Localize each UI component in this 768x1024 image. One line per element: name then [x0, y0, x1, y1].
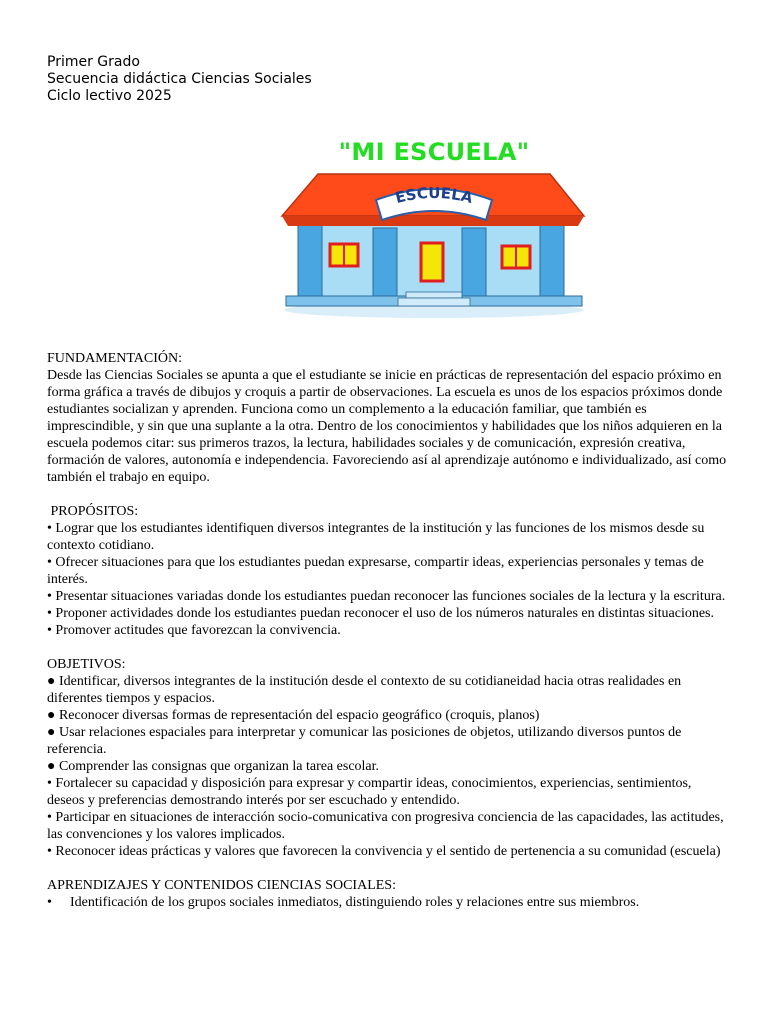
sequence-label: Secuencia didáctica Ciencias Sociales — [47, 71, 312, 87]
objetivo-item: ● Usar relaciones espaciales para interpretar y comunicar las posiciones de objetos, utilizando diversos puntos de referencia. — [47, 725, 682, 757]
objetivo-item: • Reconocer ideas prácticas y valores que favorecen la convivencia y el sentido de pertenencia a su comunidad (escuela) — [47, 844, 721, 859]
aprendizajes-heading: APRENDIZAJES Y CONTENIDOS CIENCIAS SOCIALES: — [47, 878, 396, 893]
proposito-item: • Proponer actividades donde los estudiantes puedan reconocer el uso de los números naturales en distintas situaciones. — [47, 606, 715, 621]
proposito-item: • Lograr que los estudiantes identifiquen diversos integrantes de la institución y las funciones de los mismos desde su contexto cotidiano. — [47, 521, 705, 553]
aprendizaje-item — [47, 894, 727, 911]
objetivos-heading: OBJETIVOS: — [47, 657, 126, 672]
proposito-item: • Presentar situaciones variadas donde los estudiantes puedan reconocer las funciones sociales de la lectura y la escritura. — [47, 589, 726, 604]
objetivo-item: • Participar en situaciones de interacción socio-comunicativa con progresiva conciencia de las capacidades, las actitudes, las convenciones y los valores implicados. — [47, 810, 724, 842]
school-sign-text: ESCUELA — [393, 183, 475, 208]
document-body — [47, 350, 727, 911]
school-illustration — [278, 168, 590, 318]
document-header — [47, 54, 312, 105]
propositos-heading: PROPÓSITOS: — [47, 504, 139, 519]
objetivos-section — [47, 656, 727, 860]
aprendizaje-text: Identificación de los grupos sociales inmediatos, distinguiendo roles y relaciones entre sus miembros. — [70, 895, 640, 910]
objetivo-item: ● Reconocer diversas formas de representación del espacio geográfico (croquis, planos) — [47, 708, 540, 723]
school-year-label: Ciclo lectivo 2025 — [47, 88, 172, 104]
proposito-item: • Promover actitudes que favorezcan la convivencia. — [47, 623, 341, 638]
fundamentacion-section — [47, 350, 727, 486]
proposito-item: • Ofrecer situaciones para que los estudiantes puedan expresarse, compartir ideas, experiencias personales y temas de interés. — [47, 555, 704, 587]
fundamentacion-text: Desde las Ciencias Sociales se apunta a que el estudiante se inicie en prácticas de representación del espacio próximo en forma gráfica a través de dibujos y croquis a partir de observaciones. La escuela es unos de los espacios próximos donde estudiantes socializan y aprenden. Funciona como un complemento a la educación familiar, que también es imprescindible, y sin que una suplante a la otra. Dentro de los conocimientos y habilidades que los niños adquieren en la escuela podemos citar: sus primeros trazos, la lectura, habilidades sociales y de comunicación, expresión creativa, formación de valores, autonomía e independencia. Favoreciendo así al aprendizaje autónomo e individualizado, así como también el trabajo en equipo. — [47, 368, 727, 485]
fundamentacion-heading: FUNDAMENTACIÓN: — [47, 351, 182, 366]
objetivo-item: • Fortalecer su capacidad y disposición para expresar y compartir ideas, conocimientos, experiencias, sentimientos, deseos y preferencias demostrando interés por ser escuchado y entendido. — [47, 776, 692, 808]
objetivo-item: ● Identificar, diversos integrantes de la institución desde el contexto de su cotidianeidad hacia otras realidades en diferentes tiempos y espacios. — [47, 674, 682, 706]
document-title: "MI ESCUELA" — [338, 138, 530, 166]
aprendizajes-section — [47, 877, 727, 911]
grade-label: Primer Grado — [47, 54, 140, 70]
objetivo-item: ● Comprender las consignas que organizan la tarea escolar. — [47, 759, 380, 774]
propositos-section — [47, 503, 727, 639]
bullet-marker: • — [47, 895, 52, 910]
